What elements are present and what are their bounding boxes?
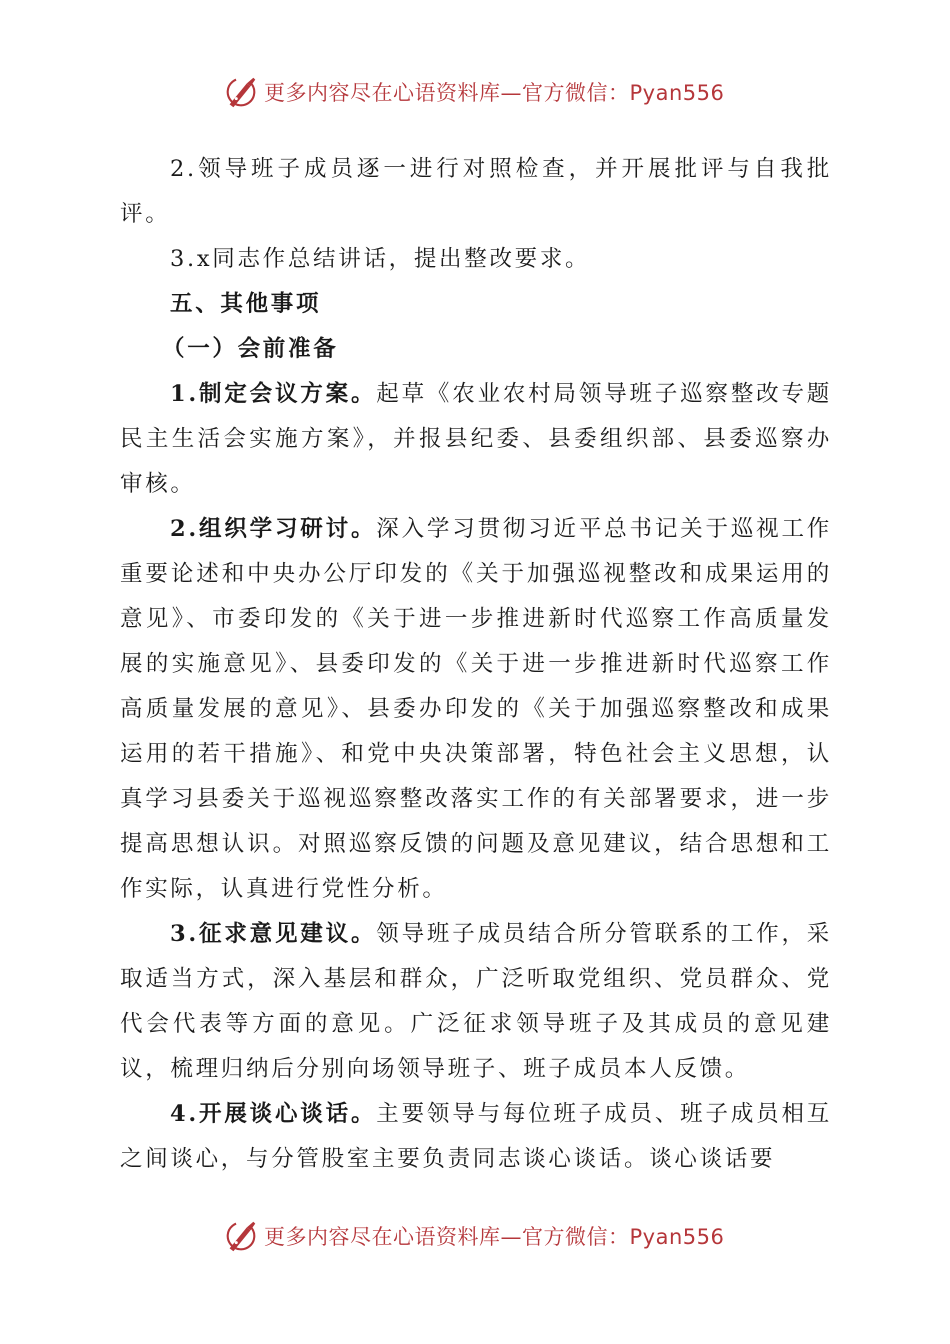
list-item (120, 507, 832, 912)
pen-nib-circle-logo-icon (222, 73, 260, 111)
list-item-lead: 1.制定会议方案。 (170, 381, 377, 407)
paragraph-item-2: 2.领导班子成员逐一进行对照检查，并开展批评与自我批评。 (120, 156, 832, 227)
section-heading: 五、其他事项 (170, 291, 322, 317)
list-item-lead: 4.开展谈心谈话。 (170, 1101, 377, 1127)
subsection-heading: （一）会前准备 (162, 336, 339, 362)
list-item (120, 1092, 832, 1182)
watermark-text: 更多内容尽在心语资料库—官方微信：Pyan556 (264, 81, 725, 105)
bottom-watermark-banner (222, 1216, 724, 1256)
list-item-lead: 3.征求意见建议。 (170, 921, 377, 947)
document-body (120, 147, 832, 1182)
list-item-text: 主要领导与每位班子成员、班子成员相互之间谈心，与分管股室主要负责同志谈心谈话。谈心谈话要 (120, 1101, 832, 1172)
list-item (120, 912, 832, 1092)
list-item-text: 深入学习贯彻习近平总书记关于巡视工作重要论述和中央办公厅印发的《关于加强巡视整改和成果运用的意见》、市委印发的《关于进一步推进新时代巡察工作高质量发展的实施意见》、县委印发的《关于进一步推进新时代巡察工作高质量发展的意见》、县委办印发的《关于加强巡察整改和成果运用的若干措施》、和党中央决策部署，特色社会主义思想，认真学习县委关于巡视巡察整改落实工作的有关部署要求，进一步提高思想认识。对照巡察反馈的问题及意见建议，结合思想和工作实际，认真进行党性分析。 (120, 516, 832, 902)
top-watermark-banner (222, 72, 724, 112)
paragraph-item-3: 3.x同志作总结讲话，提出整改要求。 (170, 246, 591, 272)
pen-nib-circle-logo-icon (222, 1217, 260, 1255)
list-item-text: 领导班子成员结合所分管联系的工作，采取适当方式，深入基层和群众，广泛听取党组织、党员群众、党代会代表等方面的意见。广泛征求领导班子及其成员的意见建议，梳理归纳后分别向场领导班子、班子成员本人反馈。 (120, 921, 832, 1082)
list-item-text: 起草《农业农村局领导班子巡察整改专题民主生活会实施方案》，并报县纪委、县委组织部、县委巡察办审核。 (120, 381, 832, 497)
watermark-text: 更多内容尽在心语资料库—官方微信：Pyan556 (264, 1225, 725, 1249)
list-item-lead: 2.组织学习研讨。 (170, 516, 377, 542)
list-item (120, 372, 832, 507)
